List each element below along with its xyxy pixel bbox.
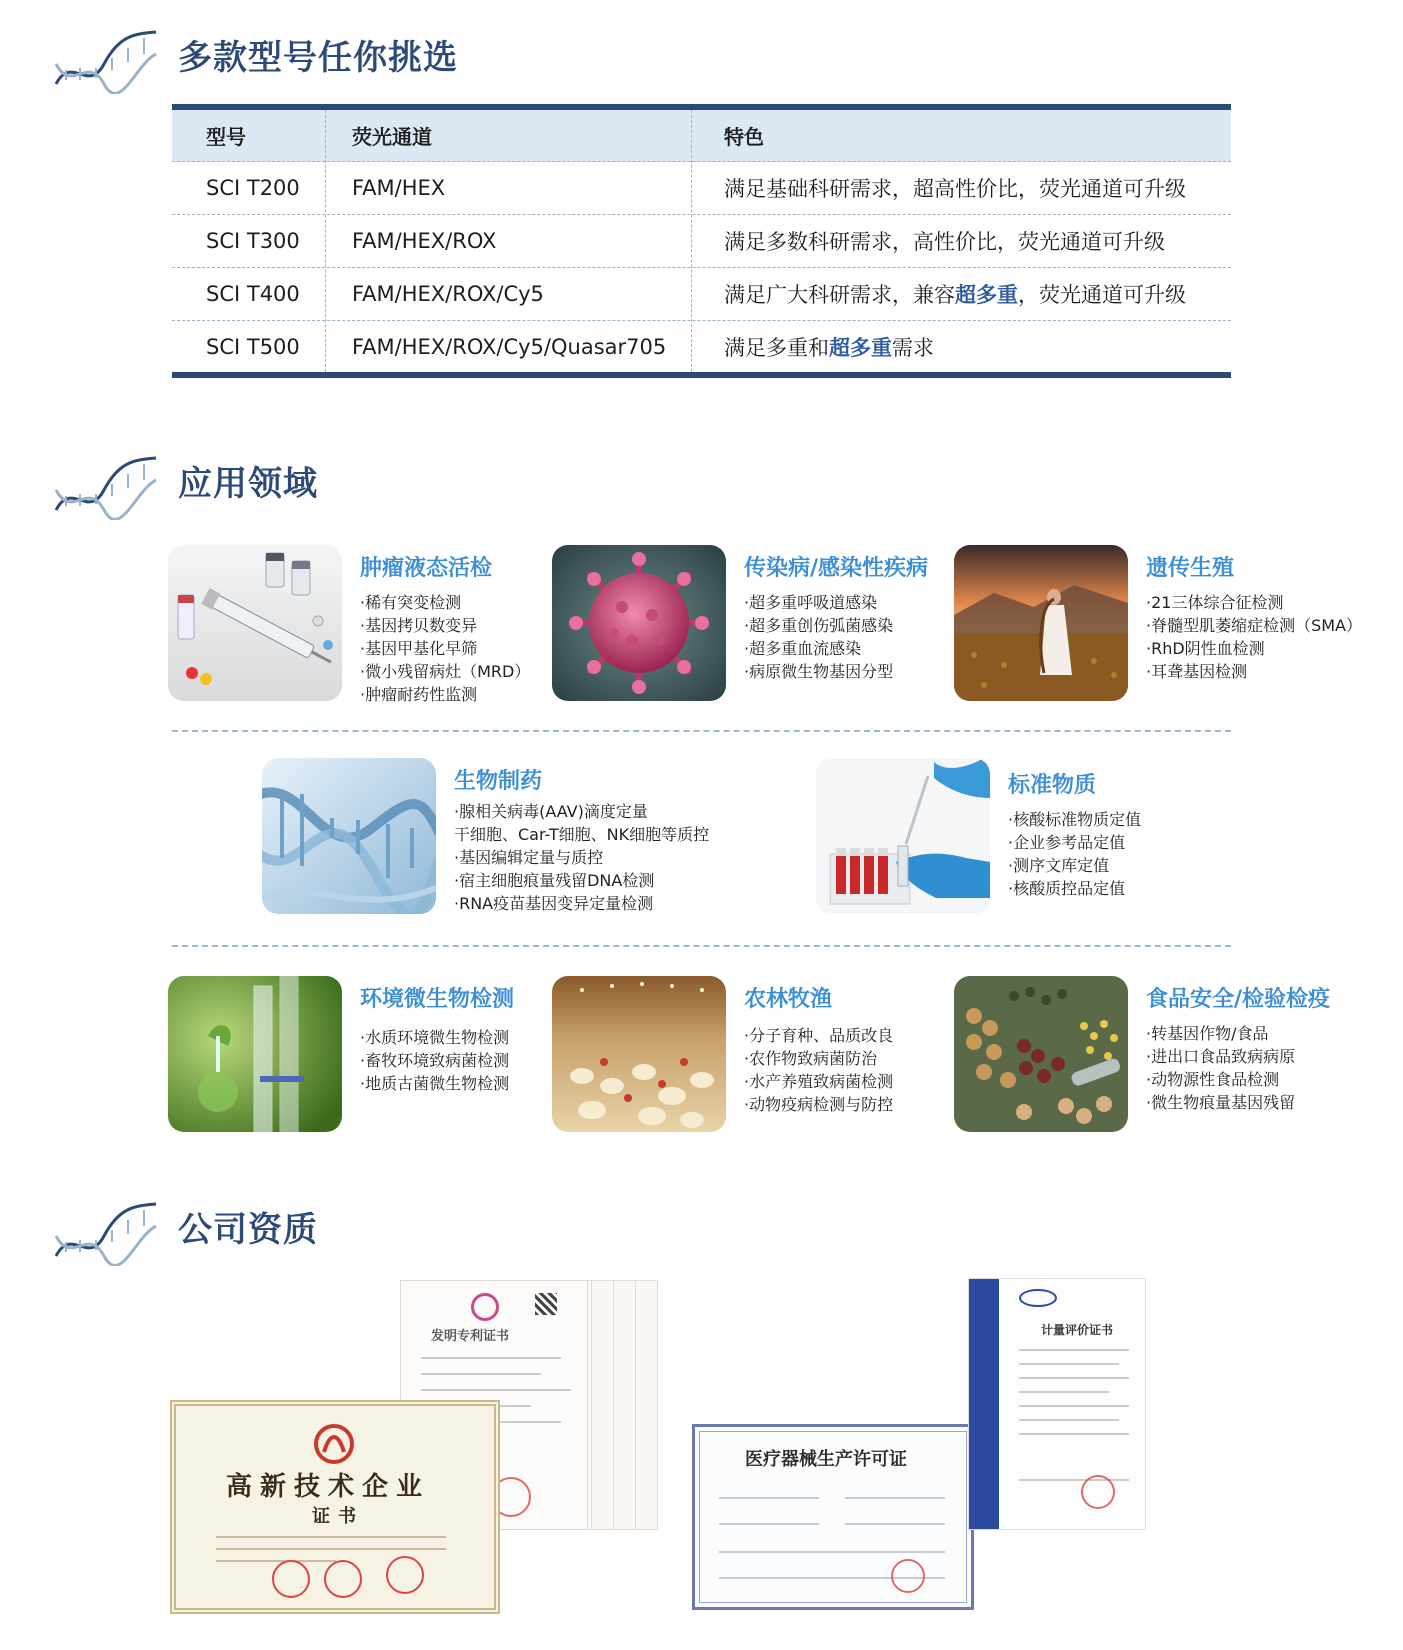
certificate-blue-band <box>969 1279 999 1529</box>
list-item: ·水产养殖致病菌检测 <box>744 1072 894 1091</box>
feature-highlight: 超多重 <box>955 283 1018 307</box>
feature-cell: 满足多数科研需求，高性价比，荧光通道可升级 <box>724 230 1165 254</box>
medical-device-license <box>692 1424 974 1610</box>
table-row <box>172 215 1231 268</box>
list-item: ·转基因作物/食品 <box>1146 1024 1269 1043</box>
certificate-title: 高新技术企业 <box>226 1472 431 1502</box>
list-item: ·动物源性食品检测 <box>1146 1070 1280 1089</box>
list-item: ·肿瘤耐药性监测 <box>360 685 478 704</box>
list-item: ·地质古菌微生物检测 <box>360 1074 510 1093</box>
list-item: ·21三体综合征检测 <box>1146 593 1284 612</box>
list-item: ·分子育种、品质改良 <box>744 1026 894 1045</box>
pregnant-woman-field-image <box>954 545 1128 701</box>
table-row <box>172 321 1231 372</box>
app-item-list <box>744 1024 893 1116</box>
section-header-apps <box>52 450 652 520</box>
list-item: ·测序文库定值 <box>1008 856 1110 875</box>
column-divider <box>325 110 326 372</box>
metrology-logo-icon <box>1019 1289 1057 1307</box>
list-item: ·超多重呼吸道感染 <box>744 593 878 612</box>
app-item-list <box>744 591 893 683</box>
channels-cell: FAM/HEX/ROX/Cy5 <box>352 282 544 306</box>
list-item: ·RhD阴性血检测 <box>1146 639 1265 658</box>
list-item: ·核酸标准物质定值 <box>1008 810 1142 829</box>
table-header-row <box>172 110 1231 162</box>
list-item: ·微小残留病灶（MRD） <box>360 662 531 681</box>
model-cell: SCI T400 <box>206 282 300 306</box>
header-model: 型号 <box>206 125 246 149</box>
list-item: ·基因拷贝数变异 <box>360 616 478 635</box>
red-seal-icon <box>272 1560 310 1598</box>
certificate-emblem-icon <box>312 1424 356 1464</box>
app-title: 肿瘤液态活检 <box>360 556 493 581</box>
list-item: ·RNA疫苗基因变异定量检测 <box>454 894 654 913</box>
list-item: ·畜牧环境致病菌检测 <box>360 1051 510 1070</box>
certificate-subtitle: 证书 <box>312 1506 364 1527</box>
app-item-list <box>1146 1022 1295 1114</box>
feature-cell: 满足基础科研需求，超高性价比，荧光通道可升级 <box>724 177 1186 201</box>
app-item-list <box>360 1026 509 1095</box>
syringe-vials-image <box>168 545 342 701</box>
list-item: ·企业参考品定值 <box>1008 833 1126 852</box>
red-seal-icon <box>1081 1475 1115 1509</box>
model-cell: SCI T200 <box>206 176 300 200</box>
channels-cell: FAM/HEX/ROX <box>352 229 497 253</box>
virus-image <box>552 545 726 701</box>
list-item: ·微生物痕量基因残留 <box>1146 1093 1296 1112</box>
app-title: 遗传生殖 <box>1146 556 1235 581</box>
feature-cell: 满足多重和 超多重 需求 <box>724 321 934 372</box>
list-item: 干细胞、Car-T细胞、NK细胞等质控 <box>454 825 710 844</box>
list-item: ·超多重血流感染 <box>744 639 862 658</box>
list-item: ·超多重创伤弧菌感染 <box>744 616 894 635</box>
list-item: ·宿主细胞痕量残留DNA检测 <box>454 871 655 890</box>
list-item: ·脊髓型肌萎缩症检测（SMA） <box>1146 616 1362 635</box>
list-item: ·病原微生物基因分型 <box>744 662 894 681</box>
qr-code-icon <box>535 1293 557 1315</box>
red-seal-icon <box>891 1559 925 1593</box>
feature-highlight: 超多重 <box>829 335 892 360</box>
feature-cell: 满足广大科研需求，兼容 超多重 ，荧光通道可升级 <box>724 268 1186 320</box>
grains-beans-image <box>954 976 1128 1132</box>
dna-helix-icon <box>52 24 160 94</box>
list-item: ·耳聋基因检测 <box>1146 662 1248 681</box>
column-divider <box>691 110 692 372</box>
table-row <box>172 162 1231 215</box>
model-table <box>172 104 1231 378</box>
app-title: 标准物质 <box>1008 773 1097 798</box>
table-bottom-bar <box>172 372 1231 378</box>
metrology-certificate <box>968 1278 1146 1530</box>
app-item-list <box>360 591 530 706</box>
high-tech-enterprise-certificate <box>170 1400 500 1614</box>
table-row <box>172 268 1231 321</box>
metrology-title: 计量评价证书 <box>1041 1323 1114 1337</box>
list-item: ·进出口食品致病病原 <box>1146 1047 1296 1066</box>
list-item: ·水质环境微生物检测 <box>360 1028 510 1047</box>
patent-emblem-icon <box>471 1293 499 1321</box>
license-title: 医疗器械生产许可证 <box>745 1449 907 1470</box>
list-item: ·动物疫病检测与防控 <box>744 1095 894 1114</box>
list-item: ·基因编辑定量与质控 <box>454 848 604 867</box>
row-divider <box>172 730 1231 732</box>
model-cell: SCI T500 <box>206 334 300 359</box>
header-channels: 荧光通道 <box>352 125 432 149</box>
app-title: 环境微生物检测 <box>360 987 515 1012</box>
poultry-farm-image <box>552 976 726 1132</box>
patent-title: 发明专利证书 <box>431 1329 510 1344</box>
header-feature: 特色 <box>724 125 764 149</box>
section-title: 公司资质 <box>178 1210 318 1250</box>
section-header-qualifications <box>52 1196 652 1266</box>
app-item-list <box>454 800 709 915</box>
red-seal-icon <box>386 1556 424 1594</box>
dna-strand-image <box>262 758 436 914</box>
app-item-list <box>1146 591 1362 683</box>
list-item: ·稀有突变检测 <box>360 593 462 612</box>
list-item: ·基因甲基化早筛 <box>360 639 478 658</box>
app-title: 传染病/感染性疾病 <box>744 556 929 581</box>
dna-helix-icon <box>52 450 160 520</box>
red-seal-icon <box>324 1560 362 1598</box>
section-title: 多款型号任你挑选 <box>178 38 458 78</box>
app-title: 食品安全/检验检疫 <box>1146 987 1331 1012</box>
section-header-models <box>52 24 652 94</box>
app-item-list <box>1008 808 1141 900</box>
lab-tubes-glove-image <box>816 758 990 914</box>
channels-cell: FAM/HEX <box>352 176 446 200</box>
channels-cell: FAM/HEX/ROX/Cy5/Quasar705 <box>352 334 667 359</box>
row-divider <box>172 945 1231 947</box>
app-title: 农林牧渔 <box>744 987 833 1012</box>
list-item: ·农作物致病菌防治 <box>744 1049 878 1068</box>
model-cell: SCI T300 <box>206 229 300 253</box>
list-item: ·核酸质控品定值 <box>1008 879 1126 898</box>
dna-helix-icon <box>52 1196 160 1266</box>
test-tubes-green-image <box>168 976 342 1132</box>
list-item: ·腺相关病毒(AAV)滴度定量 <box>454 802 648 821</box>
app-title: 生物制药 <box>454 769 543 794</box>
section-title: 应用领域 <box>178 464 318 504</box>
